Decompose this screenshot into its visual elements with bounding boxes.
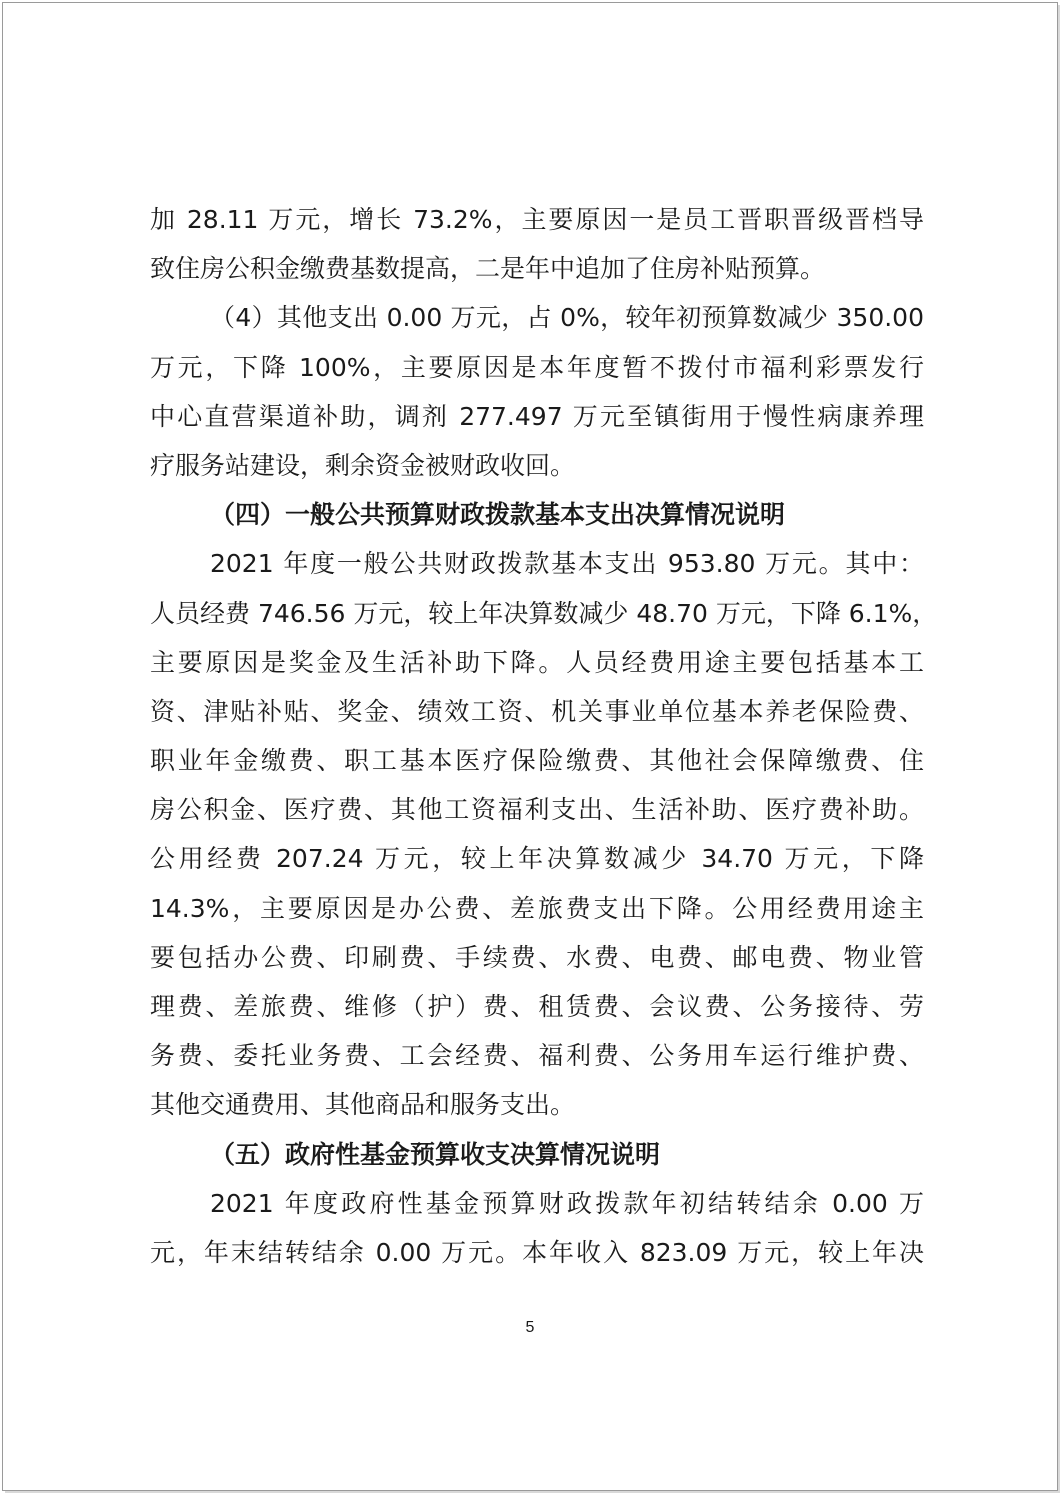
text-line: 人员经费 746.56 万元，较上年决算数减少 48.70 万元，下降 6.1%， [150, 598, 938, 628]
text-line: 职业年金缴费、职工基本医疗保险缴费、其他社会保障缴费、住 [150, 746, 924, 776]
page-number: 5 [525, 1319, 535, 1336]
text-line: 主要原因是奖金及生活补助下降。人员经费用途主要包括基本工 [150, 647, 924, 677]
text-line: （4）其他支出 0.00 万元，占 0%，较年初预算数减少 350.00 [210, 303, 924, 333]
text-line: 房公积金、医疗费、其他工资福利支出、生活补助、医疗费补助。 [150, 795, 924, 825]
document-body [150, 195, 938, 1277]
text-line: 疗服务站建设，剩余资金被财政收回。 [150, 450, 576, 480]
text-line: 其他交通费用、其他商品和服务支出。 [150, 1090, 576, 1120]
text-line: 致住房公积金缴费基数提高，二是年中追加了住房补贴预算。 [150, 254, 826, 284]
text-line: 资、津贴补贴、奖金、绩效工资、机关事业单位基本养老保险费、 [150, 696, 924, 726]
text-line: 理费、差旅费、维修（护）费、租赁费、会议费、公务接待、劳 [150, 992, 924, 1021]
text-line: 14.3%，主要原因是办公费、差旅费支出下降。公用经费用途主 [150, 893, 924, 923]
text-line: 元，年末结转结余 0.00 万元。本年收入 823.09 万元，较上年决 [150, 1237, 924, 1267]
text-line: 中心直营渠道补助，调剂 277.497 万元至镇街用于慢性病康养理 [150, 401, 924, 431]
section-heading: （五）政府性基金预算收支决算情况说明 [210, 1139, 661, 1169]
text-line: 务费、委托业务费、工会经费、福利费、公务用车运行维护费、 [150, 1041, 924, 1071]
text-line: 2021 年度政府性基金预算财政拨款年初结转结余 0.00 万 [210, 1188, 924, 1218]
text-line: 要包括办公费、印刷费、手续费、水费、电费、邮电费、物业管 [150, 942, 924, 972]
text-line: 万元，下降 100%，主要原因是本年度暂不拨付市福利彩票发行 [150, 352, 924, 382]
section-heading: （四）一般公共预算财政拨款基本支出决算情况说明 [210, 500, 786, 530]
text-line: 2021 年度一般公共财政拨款基本支出 953.80 万元。其中： [210, 549, 924, 579]
text-line: 公用经费 207.24 万元，较上年决算数减少 34.70 万元，下降 [150, 844, 924, 874]
text-line: 加 28.11 万元，增长 73.2%，主要原因一是员工晋职晋级晋档导 [150, 205, 924, 234]
